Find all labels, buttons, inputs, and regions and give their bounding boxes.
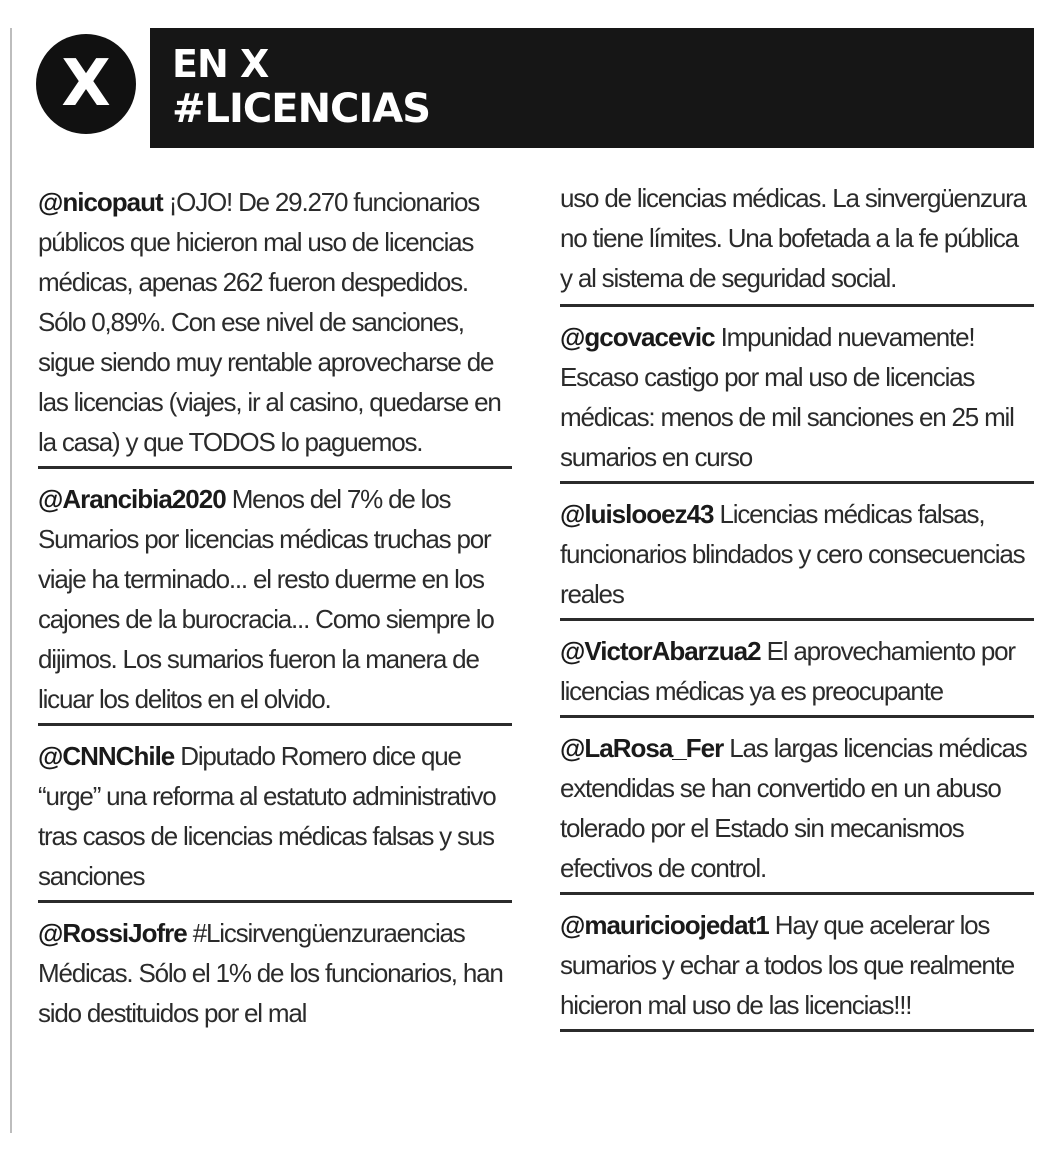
tweet-text: Impunidad nuevamente! Escaso castigo por mal uso de licencias médicas: menos de mil sanciones en 25 mil sumarios en curso — [560, 322, 1014, 472]
tweet-item — [560, 903, 1034, 1032]
tweet-item — [38, 911, 512, 1037]
x-logo-icon — [36, 34, 136, 134]
tweet-item — [560, 726, 1034, 895]
tweet-continuation: uso de licencias médicas. La sinvergüenzura no tiene límites. Una bofetada a la fe pública y al sistema de seguridad social. — [560, 178, 1034, 307]
section-header — [150, 28, 1034, 148]
tweet-text: El aprovechamiento por licencias médicas ya es preocupante — [560, 636, 1015, 706]
header-hashtag: #LICENCIAS — [172, 86, 431, 132]
tweet-handle[interactable]: @VictorAbarzua2 — [560, 636, 761, 666]
tweet-handle[interactable]: @CNNChile — [38, 741, 175, 771]
tweet-handle[interactable]: @luislooez43 — [560, 499, 714, 529]
tweet-item — [560, 315, 1034, 484]
left-column-rule — [10, 28, 12, 1133]
tweet-handle[interactable]: @Arancibia2020 — [38, 484, 226, 514]
tweet-item — [560, 492, 1034, 621]
tweet-item — [38, 734, 512, 903]
tweet-handle[interactable]: @nicopaut — [38, 187, 163, 217]
tweet-text: #Licsirvengüenzuraencias Médicas. Sólo el 1% de los funcionarios, han sido destituidos por el mal — [38, 918, 503, 1028]
tweet-handle[interactable]: @RossiJofre — [38, 918, 187, 948]
left-column — [38, 180, 512, 1037]
tweet-text: Licencias médicas falsas, funcionarios blindados y cero consecuencias reales — [560, 499, 1025, 609]
tweet-text: Hay que acelerar los sumarios y echar a todos los que realmente hicieron mal uso de las licencias!!! — [560, 910, 1014, 1020]
right-column — [560, 178, 1034, 1032]
tweet-item — [38, 180, 512, 469]
tweet-handle[interactable]: @mauricioojedat1 — [560, 910, 769, 940]
tweet-handle[interactable]: @gcovacevic — [560, 322, 715, 352]
tweet-text: Menos del 7% de los Sumarios por licencias médicas truchas por viaje ha terminado... el resto duerme en los cajones de la burocracia... Como siempre lo dijimos. Los sumarios fueron la manera de licuar los delitos en el olvido. — [38, 484, 494, 714]
tweet-text: Las largas licencias médicas extendidas se han convertido en un abuso tolerado por el Estado sin mecanismos efectivos de control. — [560, 733, 1027, 883]
header-line-1: EN X — [172, 42, 269, 86]
logo-glyph: X — [61, 47, 111, 121]
tweet-text: Diputado Romero dice que “urge” una reforma al estatuto administrativo tras casos de licencias médicas falsas y sus sanciones — [38, 741, 496, 891]
tweet-text: ¡OJO! De 29.270 funcionarios públicos que hicieron mal uso de licencias médicas, apenas 262 fueron despedidos. Sólo 0,89%. Con ese nivel de sanciones, sigue siendo muy rentable aprovecharse de las licencias (viajes, ir al casino, quedarse en la casa) y que TODOS lo paguemos. — [38, 187, 501, 457]
tweet-item — [560, 629, 1034, 718]
tweet-item — [38, 477, 512, 726]
tweet-handle[interactable]: @LaRosa_Fer — [560, 733, 724, 763]
